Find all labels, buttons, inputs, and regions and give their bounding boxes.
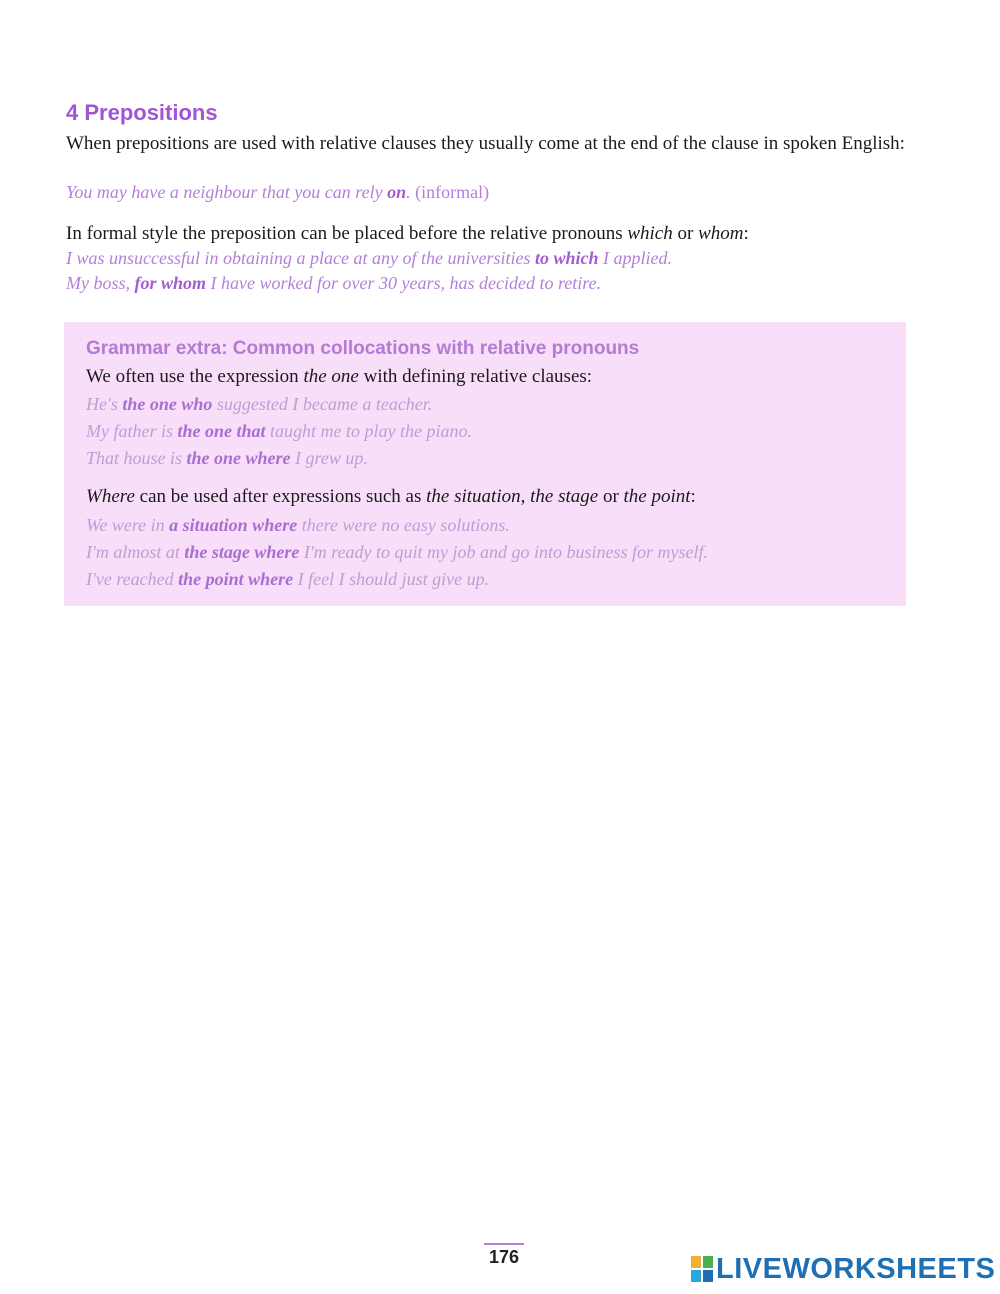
logo-square xyxy=(703,1256,713,1268)
liveworksheets-logo-icon xyxy=(691,1256,713,1282)
grammar-extra-box xyxy=(64,322,906,606)
rule-text-where: Where can be used after expressions such as the situation, the stage or the point: xyxy=(86,486,696,507)
example-sentence: My boss, for whom I have worked for over 30 years, has decided to retire. xyxy=(66,273,602,293)
logo-square xyxy=(703,1270,713,1282)
example-sentence: I'm almost at the stage where I'm ready to quit my job and go into business for myself. xyxy=(86,542,709,562)
example-sentence: He's the one who suggested I became a teacher. xyxy=(86,394,433,414)
grammar-extra-heading: Grammar extra: Common collocations with relative pronouns xyxy=(86,338,640,359)
example-sentence: My father is the one that taught me to play the piano. xyxy=(86,421,472,441)
example-sentence: We were in a situation where there were no easy solutions. xyxy=(86,515,510,535)
example-sentence: You may have a neighbour that you can rely on. (informal) xyxy=(66,182,490,202)
logo-square xyxy=(691,1256,701,1268)
rule-text-preposition-end: When prepositions are used with relative clauses they usually come at the end of the clause in spoken English: xyxy=(66,133,905,154)
brand-name: LIVEWORKSHEETS xyxy=(716,1252,996,1285)
liveworksheets-brand[interactable] xyxy=(691,1252,995,1286)
page-number: 176 xyxy=(484,1243,524,1268)
section-heading: 4 Prepositions xyxy=(66,100,218,125)
rule-text-formal-style: In formal style the preposition can be placed before the relative pronouns which or whom: xyxy=(66,223,749,244)
rule-text-the-one: We often use the expression the one with defining relative clauses: xyxy=(86,366,593,387)
example-sentence: I was unsuccessful in obtaining a place at any of the universities to which I applied. xyxy=(66,248,672,268)
example-sentence: I've reached the point where I feel I should just give up. xyxy=(86,569,490,589)
logo-square xyxy=(691,1270,701,1282)
example-sentence: That house is the one where I grew up. xyxy=(86,448,368,468)
